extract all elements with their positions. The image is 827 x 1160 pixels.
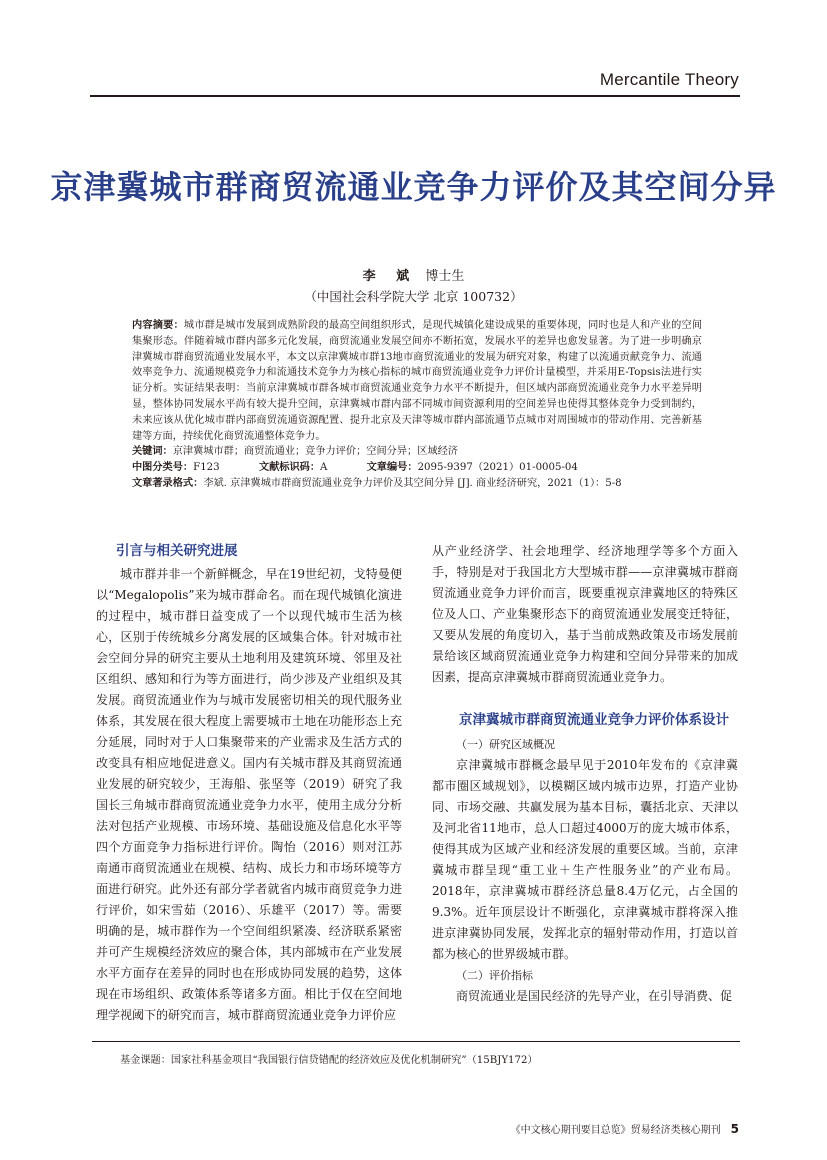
abstract <box>132 318 702 444</box>
article-id-value: 2095-9397（2021）01-0005-04 <box>417 462 578 474</box>
paragraph-intro-continued: 从产业经济学、社会地理学、经济地理学等多个方面入手，特别是对于我国北方大型城市群——京津冀城市群商贸流通业竞争力评价而言，既要重视京津冀地区的特殊区位及人口、产业集聚形态下的商贸流通业发展变迁特征，又要从发展的角度切入，基于当前成熟政策及市场发展前景给该区域商贸流通业竞争力构建和空间分异带来的加成因素，提高京津冀城市群商贸流通业竞争力。 <box>432 544 738 684</box>
header-rule <box>90 95 740 97</box>
author-name: 李 斌 <box>362 269 418 284</box>
citation-label: 文章著录格式： <box>132 477 204 489</box>
fund-note: 基金课题：国家社科基金项目“我国银行信贷错配的经济效应及优化机制研究”（15BJY172） <box>120 1055 538 1066</box>
footnote-rule <box>92 1041 740 1042</box>
citation-text: 李斌. 京津冀城市群商贸流通业竞争力评价及其空间分异 [J]. 商业经济研究，2021（1）：5-8 <box>203 477 622 489</box>
abstract-label: 内容摘要： <box>132 320 184 331</box>
keywords <box>132 444 702 460</box>
doc-code-label: 文献标识码： <box>258 462 321 474</box>
paragraph-intro-1: 城市群并非一个新鲜概念，早在19世纪初，戈特曼便以“Megalopolis”来为城市群命名。而在现代城镇化演进的过程中，城市群日益变成了一个以现代城市生活为核心，区别于传统城乡分离发展的区域集合体。针对城市社会空间分异的研究主要从土地利用及建筑环境、邻里及社区组织、感知和行为等方面进行，尚少涉及产业组织及其发展。商贸流通业作为与城市发展密切相关的现代服务业体系，其发展在很大程度上需要城市土地在功能形态上充分延展，同时对于人口集聚带来的产业需求及生活方式的改变具有相应地促进意义。国内有关城市群及其商贸流通业发展的研究较少，王海船、张坚等（2019）研究了我国长三角城市群商贸流通业竞争力水平，使用主成分分析法对包括产业规模、市场环境、基础设施及信息化水平等四个方面竞争力指标进行评价。陶怡（2016）则对江苏南通市商贸流通业在规模、结构、成长力和市场环境等方面进行研究。此外还有部分学者就省内城市商贸竞争力进行评价，如宋雪茹（2016）、乐雄平（2017）等。需要明确的是，城市群作为一个空间组织紧凑、经济联系紧密并可产生规模经济效应的聚合体，其内部城市在产业发展水平方面存在差异的同时也在形成协同发展的趋势，这体现在市场组织、政策体系等诸多方面。相比于仅在空间地理学视阈下的研究而言，城市群商贸流通业竞争力评价应 <box>96 567 402 1022</box>
subheading-region: （一）研究区域概况 <box>456 738 555 751</box>
body-column-left <box>96 541 402 1026</box>
abstract-text: 城市群是城市发展到成熟阶段的最高空间组织形式，是现代城镇化建设成果的重要体现，同时也是人和产业的空间集聚形态。伴随着城市群内部多元化发展，商贸流通业发展空间亦不断拓宽，发展水平的差异也愈发显著。为了进一步明确京津冀城市群商贸流通业发展水平，本文以京津冀城市群13地市商贸流通业的发展为研究对象，构建了以流通贡献竞争力、流通效率竞争力、流通规模竞争力和流通技术竞争力为核心指标的城市商贸流通业竞争力评价计量模型，并采用E-Topsis法进行实证分析。实证结果表明：当前京津冀城市群各城市商贸流通业竞争力水平不断提升，但区域内部商贸流通业竞争力水平差异明显，整体协同发展水平尚有较大提升空间，京津冀城市群内部不同城市间资源利用的空间差异也使得其整体竞争力受到制约，未来应该从优化城市群内部商贸流通资源配置、提升北京及天津等城市群内部流通节点城市对周围城市的带动作用、完善新基建等方面，持续优化商贸流通整体竞争力。 <box>132 320 703 442</box>
footer-journal: 《中文核心期刊要目总览》贸易经济类核心期刊 <box>510 1125 721 1136</box>
keywords-label: 关键词： <box>132 446 173 458</box>
section-heading-evaluation: 京津冀城市群商贸流通业竞争力评价体系设计 <box>459 712 729 728</box>
subheading-indicators: （二）评价指标 <box>456 969 533 982</box>
article-id-label: 文章编号： <box>366 462 418 474</box>
keywords-text: 京津冀城市群；商贸流通业；竞争力评价；空间分异；区域经济 <box>172 446 458 458</box>
author-degree: 博士生 <box>425 269 465 284</box>
author-affiliation: （中国社会科学院大学 北京 100732） <box>304 289 523 304</box>
classification-row <box>132 460 702 476</box>
abstract-block <box>132 318 702 492</box>
doc-code-value: A <box>320 462 328 474</box>
page-number: 5 <box>730 1122 739 1136</box>
paragraph-indicators: 商贸流通业是国民经济的先导产业，在引导消费、促 <box>456 989 733 1003</box>
clc-label: 中图分类号： <box>132 462 194 474</box>
journal-header-title: Mercantile Theory <box>599 70 739 89</box>
paragraph-region: 京津冀城市群概念最早见于2010年发布的《京津冀都市圈区域规划》，以模糊区域内城市边界，打造产业协同、市场交融、共赢发展为基本目标，囊括北京、天津以及河北省11地市，总人口超过4000万的庞大城市体系，使得其成为区域产业和经济发展的重要区域。当前，京津冀城市群呈现“重工业＋生产性服务业”的产业布局。2018年，京津冀城市群经济总量8.4万亿元，占全国的9.3%。近年顶层设计不断强化，京津冀城市群将深入推进京津冀协同发展，发挥北京的辐射带动作用，打造以首都为核心的世界级城市群。 <box>432 758 738 961</box>
article-title: 京津冀城市群商贸流通业竞争力评价及其空间分异 <box>50 168 777 206</box>
clc-value: F123 <box>193 462 220 474</box>
body-column-right <box>432 541 738 1007</box>
section-heading-intro: 引言与相关研究进展 <box>116 543 238 559</box>
author-line <box>0 265 827 284</box>
page-footer <box>511 1121 739 1136</box>
citation <box>132 476 702 492</box>
